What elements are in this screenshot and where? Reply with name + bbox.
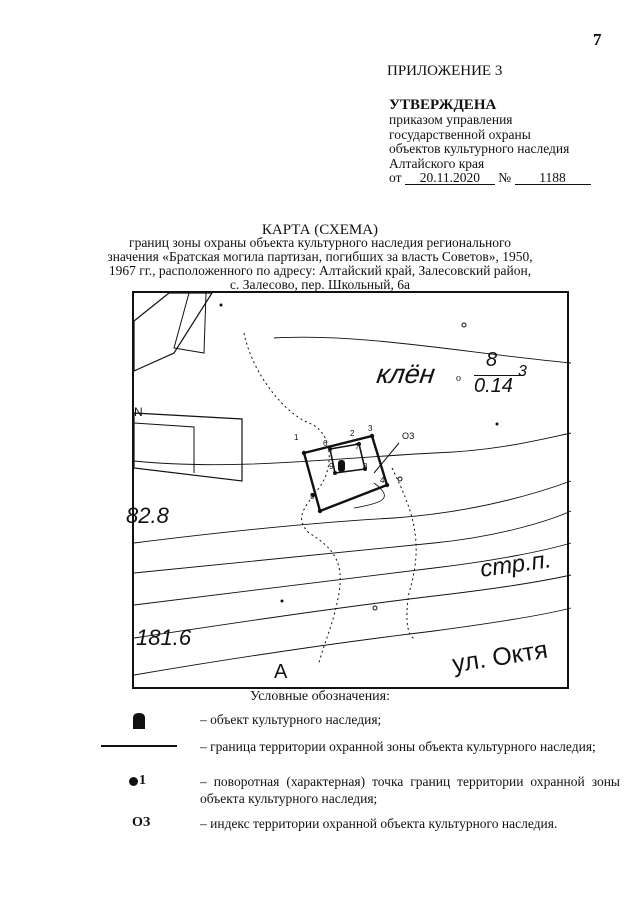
parcel-dot: o: [456, 373, 461, 384]
building-outline: [134, 423, 194, 473]
vertex-legend-number: 1: [139, 773, 146, 788]
zone-vertex: [328, 447, 332, 451]
street-name: ул. Октя: [450, 635, 550, 679]
map-dot: [220, 304, 223, 307]
legend-text: – индекс территории охранной объекта культурного наследия.: [200, 816, 558, 831]
zone-index-label: ОЗ: [402, 431, 415, 441]
zone-vertex: [385, 483, 389, 487]
fraction-superscript: 3: [518, 363, 527, 380]
fraction-top: 8: [486, 349, 498, 371]
fraction-bottom: 0.14: [474, 375, 513, 397]
boundary-legend-line: [101, 745, 177, 747]
map-dot: [496, 423, 499, 426]
page-number: 7: [593, 30, 602, 49]
building-outline: [174, 293, 206, 353]
approval-line: Алтайского края: [389, 155, 485, 171]
building-outline: [134, 413, 242, 481]
map-subtitle: [100, 236, 540, 292]
vertex-label: 9: [329, 462, 334, 471]
legend-item: [0, 773, 640, 809]
map-dot: [281, 600, 284, 603]
map-dot: [462, 323, 466, 327]
vertex-label: 1: [294, 433, 299, 442]
date-prefix: от: [389, 170, 402, 185]
approval-line: объектов культурного наследия: [389, 141, 570, 156]
contour-line: [134, 481, 571, 543]
zone-vertex: [370, 434, 374, 438]
subtitle-line: значения «Братская могила партизан, погибших за власть Советов», 1950,: [107, 249, 533, 264]
map-dot: [373, 606, 377, 610]
protection-zone-boundary: [304, 436, 387, 511]
approval-heading: УТВЕРЖДЕНА: [389, 97, 497, 113]
legend-text: – объект культурного наследия;: [200, 712, 382, 727]
approval-block: [389, 113, 591, 186]
map-drawing: [134, 293, 571, 691]
map-title: КАРТА (СХЕМА): [261, 222, 379, 238]
path-dashed: [244, 333, 340, 663]
building-outline: [134, 293, 212, 371]
zone-vertex: [302, 451, 306, 455]
map-letter: A: [274, 661, 288, 683]
path-dashed: [392, 468, 416, 638]
legend-text: – поворотная (характерная) точка границ территории охранной зоны объекта культурного наследия;: [200, 774, 620, 806]
subtitle-line: с. Залесово, пер. Школьный, 6а: [230, 277, 410, 292]
legend-item: [0, 738, 640, 774]
vertex-label: 4: [380, 476, 385, 485]
legend-title: Условные обозначения:: [249, 689, 391, 704]
vertex-label: 8: [363, 462, 368, 471]
map-frame: [126, 291, 569, 689]
approval-line: государственной охраны: [389, 126, 531, 142]
approval-number: 1188: [515, 171, 591, 185]
vertex-label: 3: [368, 424, 373, 433]
zone-vertex: [333, 471, 337, 475]
legend-text: – граница территории охранной зоны объекта культурного наследия;: [200, 739, 596, 754]
monument-symbol: [338, 460, 345, 472]
approval-date-line: [389, 171, 591, 186]
map-dot: [398, 477, 402, 481]
street-abbrev: стр.п.: [478, 546, 554, 583]
contour-line: [134, 575, 571, 638]
vertex-legend-icon: [129, 777, 138, 786]
vertex-label: 2: [350, 429, 355, 438]
legend-item: [0, 711, 640, 731]
approval-line: приказом управления: [389, 112, 513, 127]
elevation-label: 82.8: [126, 503, 169, 528]
elevation-label: 181.6: [136, 625, 192, 650]
monument-legend-icon: [132, 712, 146, 734]
legend-item: [0, 815, 640, 835]
zone-index-legend: ОЗ: [132, 815, 151, 830]
vertex-label: 5: [310, 492, 315, 501]
approval-date: 20.11.2020: [405, 171, 495, 185]
vertex-label: 7: [355, 442, 360, 451]
subtitle-line: границ зоны охраны объекта культурного наследия регионального: [129, 235, 511, 250]
appendix-label: ПРИЛОЖЕНИЕ 3: [387, 63, 503, 79]
number-sign: №: [498, 170, 512, 185]
map-letter: N: [134, 405, 143, 419]
subtitle-line: 1967 гг., расположенного по адресу: Алтайский край, Залесовский район,: [108, 263, 532, 278]
zone-vertex: [318, 509, 322, 513]
parcel-label: клён: [374, 359, 438, 389]
vertex-label: 6: [323, 439, 328, 448]
